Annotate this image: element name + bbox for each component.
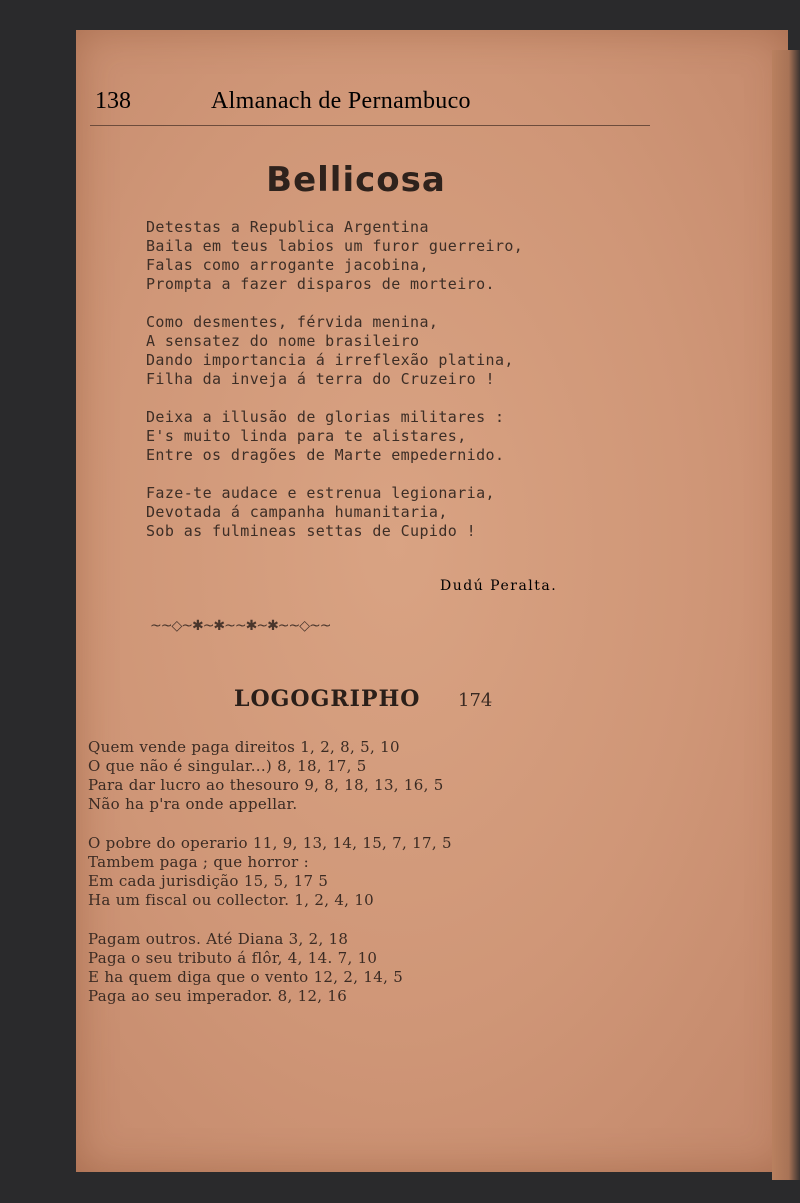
running-title: Almanach de Pernambuco [211, 88, 471, 114]
logogripho-line: Tambem paga ; que horror : [88, 853, 309, 871]
poem-line: Prompta a fazer disparos de morteiro. [146, 275, 495, 293]
logogripho-line: O pobre do operario 11, 9, 13, 14, 15, 7, 17, 5 [88, 834, 452, 852]
page-number: 138 [95, 88, 131, 114]
poem-line: A sensatez do nome brasileiro [146, 332, 420, 350]
logogripho-line: O que não é singular...) 8, 18, 17, 5 [88, 757, 367, 775]
poem-title: Bellicosa [266, 160, 446, 200]
logogripho-line: E ha quem diga que o vento 12, 2, 14, 5 [88, 968, 404, 986]
logogripho-line: Paga ao seu imperador. 8, 12, 16 [88, 987, 348, 1005]
poem-body [146, 218, 666, 560]
poem-stanza [146, 408, 666, 465]
logogripho-number: 174 [458, 690, 493, 711]
poem-line: Deixa a illusão de glorias militares : [146, 408, 505, 426]
logogripho-stanza [88, 930, 648, 1006]
running-header [95, 88, 655, 128]
poem-line: Entre os dragões de Marte empedernido. [146, 446, 505, 464]
logogripho-stanza [88, 738, 648, 814]
poem-author: Dudú Peralta. [440, 578, 558, 594]
poem-line: E's muito linda para te alistares, [146, 427, 467, 445]
poem-line: Sob as fulmineas settas de Cupido ! [146, 522, 477, 540]
poem-line: Devotada á campanha humanitaria, [146, 503, 448, 521]
poem-stanza [146, 484, 666, 541]
logogripho-line: Quem vende paga direitos 1, 2, 8, 5, 10 [88, 738, 400, 756]
poem-line: Detestas a Republica Argentina [146, 218, 429, 236]
logogripho-line: Para dar lucro ao thesouro 9, 8, 18, 13, 16, 5 [88, 776, 444, 794]
logogripho-line: Em cada jurisdição 15, 5, 17 5 [88, 872, 329, 890]
poem-line: Faze-te audace e estrenua legionaria, [146, 484, 495, 502]
page-edge [772, 50, 800, 1180]
poem-stanza [146, 313, 666, 389]
logogripho-title: LOGOGRIPHO [234, 686, 421, 712]
logogripho-stanza [88, 834, 648, 910]
poem-line: Falas como arrogante jacobina, [146, 256, 429, 274]
poem-stanza [146, 218, 666, 294]
logogripho-body [88, 738, 648, 1026]
poem-line: Dando importancia á irreflexão platina, [146, 351, 514, 369]
poem-line: Como desmentes, férvida menina, [146, 313, 439, 331]
logogripho-line: Não ha p'ra onde appellar. [88, 795, 298, 813]
logogripho-line: Pagam outros. Até Diana 3, 2, 18 [88, 930, 349, 948]
poem-line: Baila em teus labios um furor guerreiro, [146, 237, 524, 255]
header-rule [90, 125, 650, 126]
logogripho-line: Ha um fiscal ou collector. 1, 2, 4, 10 [88, 891, 375, 909]
section-divider-ornament: ~~◇~✱~✱~~✱~✱~~◇~~ [150, 618, 331, 634]
poem-line: Filha da inveja á terra do Cruzeiro ! [146, 370, 495, 388]
logogripho-line: Paga o seu tributo á flôr, 4, 14. 7, 10 [88, 949, 378, 967]
